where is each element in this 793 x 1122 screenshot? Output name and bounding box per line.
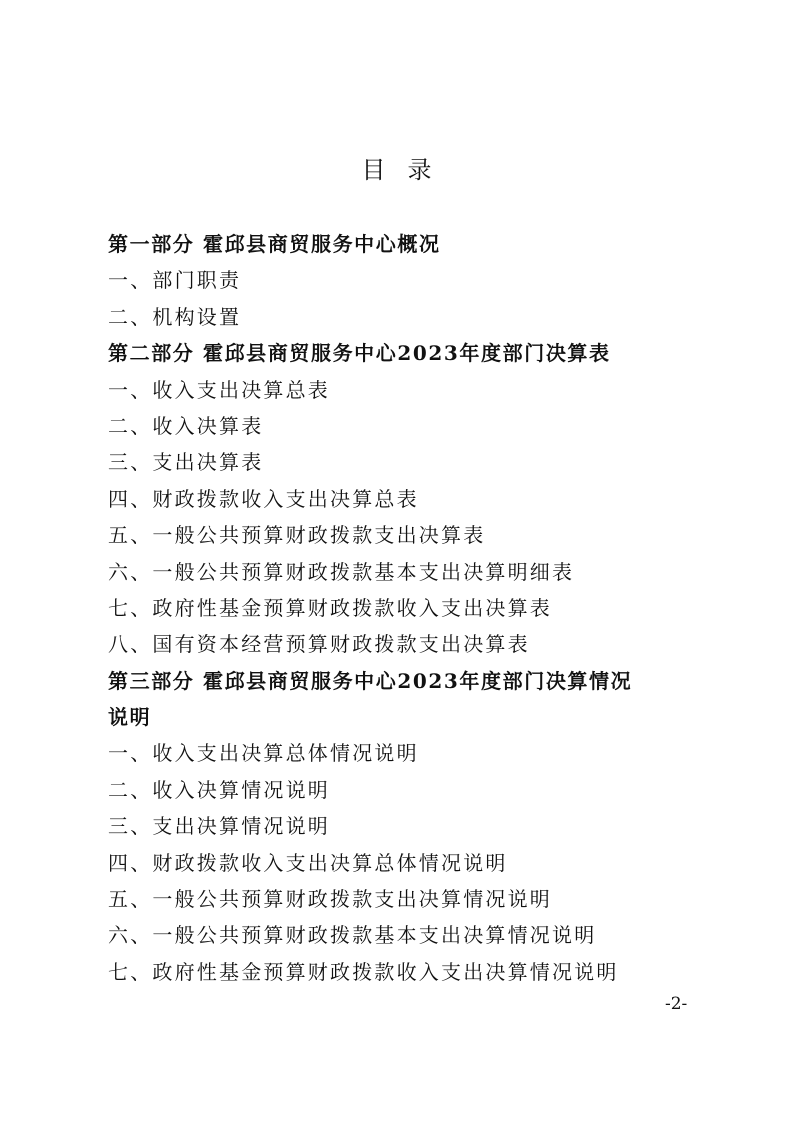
toc-item: 一、收入支出决算总表 xyxy=(108,377,330,402)
toc-item: 二、机构设置 xyxy=(108,304,242,329)
toc-part-3-continued: 说明 xyxy=(108,705,152,730)
toc-item: 六、一般公共预算财政拨款基本支出决算情况说明 xyxy=(108,923,597,948)
toc-item: 二、收入决算表 xyxy=(108,413,264,438)
toc-item: 七、政府性基金预算财政拨款收入支出决算表 xyxy=(108,595,552,620)
table-of-contents xyxy=(108,226,708,990)
toc-item: 一、部门职责 xyxy=(108,268,242,293)
toc-item: 五、一般公共预算财政拨款支出决算表 xyxy=(108,523,486,548)
toc-item: 八、国有资本经营预算财政拨款支出决算表 xyxy=(108,632,530,657)
toc-item: 四、财政拨款收入支出决算总表 xyxy=(108,486,419,511)
toc-item: 五、一般公共预算财政拨款支出决算情况说明 xyxy=(108,887,552,912)
toc-item: 七、政府性基金预算财政拨款收入支出决算情况说明 xyxy=(108,959,619,984)
toc-part-2: 第二部分 霍邱县商贸服务中心2023年度部门决算表 xyxy=(108,341,611,366)
page-number: -2- xyxy=(665,994,688,1014)
page-title: 目录 xyxy=(361,156,454,184)
toc-item: 三、支出决算表 xyxy=(108,450,264,475)
toc-item: 二、收入决算情况说明 xyxy=(108,777,330,802)
toc-item: 六、一般公共预算财政拨款基本支出决算明细表 xyxy=(108,559,575,584)
toc-part-1: 第一部分 霍邱县商贸服务中心概况 xyxy=(108,232,441,256)
toc-item: 三、支出决算情况说明 xyxy=(108,814,330,839)
toc-item: 一、收入支出决算总体情况说明 xyxy=(108,741,419,766)
toc-part-3: 第三部分 霍邱县商贸服务中心2023年度部门决算情况 xyxy=(108,668,633,693)
toc-item: 四、财政拨款收入支出决算总体情况说明 xyxy=(108,850,508,875)
